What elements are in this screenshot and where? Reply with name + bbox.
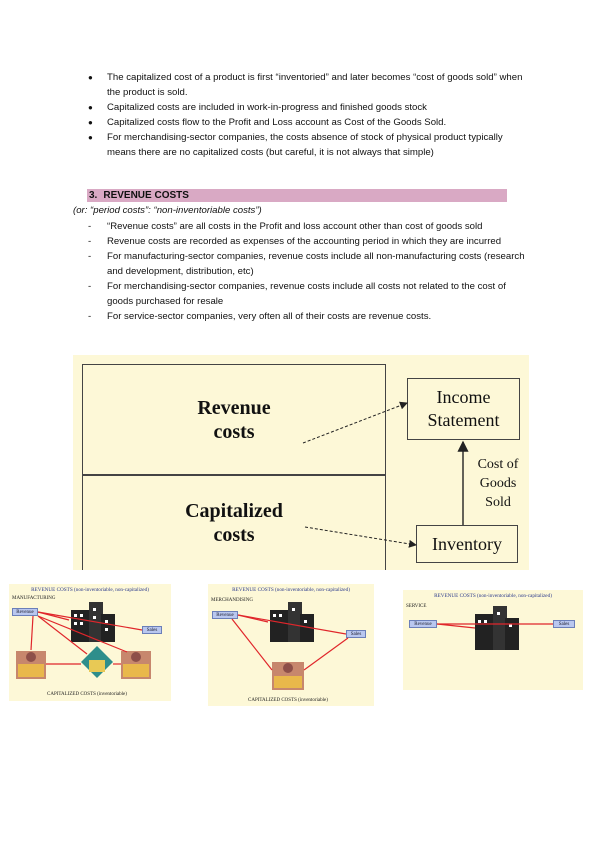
section-number: 3. bbox=[89, 190, 98, 201]
thumbnail-merchandising bbox=[208, 584, 374, 706]
warehouse-icon bbox=[81, 646, 113, 678]
thumb-bottom-label: CAPITALIZED COSTS (inventoriable) bbox=[47, 692, 127, 697]
thumb-left-box: Revenue bbox=[212, 611, 238, 619]
thumb-corner-label: SERVICE bbox=[406, 604, 427, 609]
thumb-right-box: Sales bbox=[346, 630, 366, 638]
bullet-item: ● For merchandising-sector companies, the costs absence of stock of physical product typically means there are no capitalized costs (but careful, it is not always that simple) bbox=[88, 130, 528, 160]
thumb-left-box: Revenue bbox=[12, 608, 38, 616]
revenue-line1: Revenue bbox=[197, 396, 271, 419]
thumb-title: REVENUE COSTS (non-inventoriable, non-capitalized) bbox=[232, 587, 350, 593]
thumb-drawing bbox=[403, 590, 583, 690]
section-subtitle: (or: “period costs”: “non-inventoriable costs”) bbox=[73, 205, 262, 216]
income-line2: Statement bbox=[427, 410, 500, 430]
thumbnail-manufacturing bbox=[9, 584, 171, 701]
store-icon bbox=[121, 651, 151, 679]
thumb-title: REVENUE COSTS (non-inventoriable, non-capitalized) bbox=[434, 593, 552, 599]
bullet-item: ● Capitalized costs are included in work-in-progress and finished goods stock bbox=[88, 100, 528, 115]
thumb-right-box: Sales bbox=[553, 620, 575, 628]
dash-item: - For merchandising-sector companies, revenue costs include all costs not related to the cost of goods purchased for resale bbox=[88, 279, 528, 309]
thumb-drawing bbox=[9, 584, 171, 701]
capitalized-to-inventory-arrow bbox=[305, 527, 416, 545]
dash-item: - Revenue costs are recorded as expenses of the accounting period in which they are incurred bbox=[88, 234, 528, 249]
bullet-item: ● The capitalized cost of a product is first “inventoried” and later becomes “cost of goods sold” when the product is sold. bbox=[88, 70, 528, 100]
cogs-line2: Goods bbox=[479, 476, 517, 491]
cost-flow-diagram bbox=[73, 355, 529, 570]
capitalized-line1: Capitalized bbox=[185, 500, 283, 522]
income-line1: Income bbox=[436, 387, 491, 407]
dash-item: - “Revenue costs” are all costs in the Profit and loss account other than cost of goods sold bbox=[88, 219, 528, 234]
thumbnail-service bbox=[403, 590, 583, 690]
cogs-line1: Cost of bbox=[477, 457, 519, 472]
thumb-title: REVENUE COSTS (non-inventoriable, non-capitalized) bbox=[31, 587, 149, 593]
bullet-list bbox=[88, 70, 528, 160]
diagram-arrows bbox=[73, 355, 529, 570]
factory-icon bbox=[16, 651, 46, 679]
dash-item: - For manufacturing-sector companies, revenue costs include all non-manufacturing costs (research and development, distribution, etc) bbox=[88, 249, 528, 279]
thumb-corner-label: MANUFACTURING bbox=[12, 596, 56, 601]
building-icon bbox=[475, 606, 519, 650]
dash-list bbox=[88, 219, 528, 324]
thumb-left-box: Revenue bbox=[409, 620, 437, 628]
thumb-bottom-label: CAPITALIZED COSTS (inventoriable) bbox=[248, 698, 328, 703]
bullet-item: ● Capitalized costs flow to the Profit and Loss account as Cost of the Goods Sold. bbox=[88, 115, 528, 130]
section-title: REVENUE COSTS bbox=[103, 190, 189, 201]
thumb-right-box: Sales bbox=[142, 626, 162, 634]
revenue-to-income-arrow bbox=[303, 403, 407, 443]
capitalized-line2: costs bbox=[213, 524, 255, 546]
dash-item: - For service-sector companies, very often all of their costs are revenue costs. bbox=[88, 309, 528, 324]
thumb-drawing bbox=[208, 584, 374, 706]
store-icon bbox=[272, 662, 304, 690]
inventory-box: Inventory bbox=[416, 525, 518, 563]
section-heading bbox=[87, 189, 507, 202]
revenue-line2: costs bbox=[213, 420, 255, 443]
cogs-line3: Sold bbox=[485, 495, 511, 510]
thumb-corner-label: MERCHANDISING bbox=[211, 598, 253, 603]
